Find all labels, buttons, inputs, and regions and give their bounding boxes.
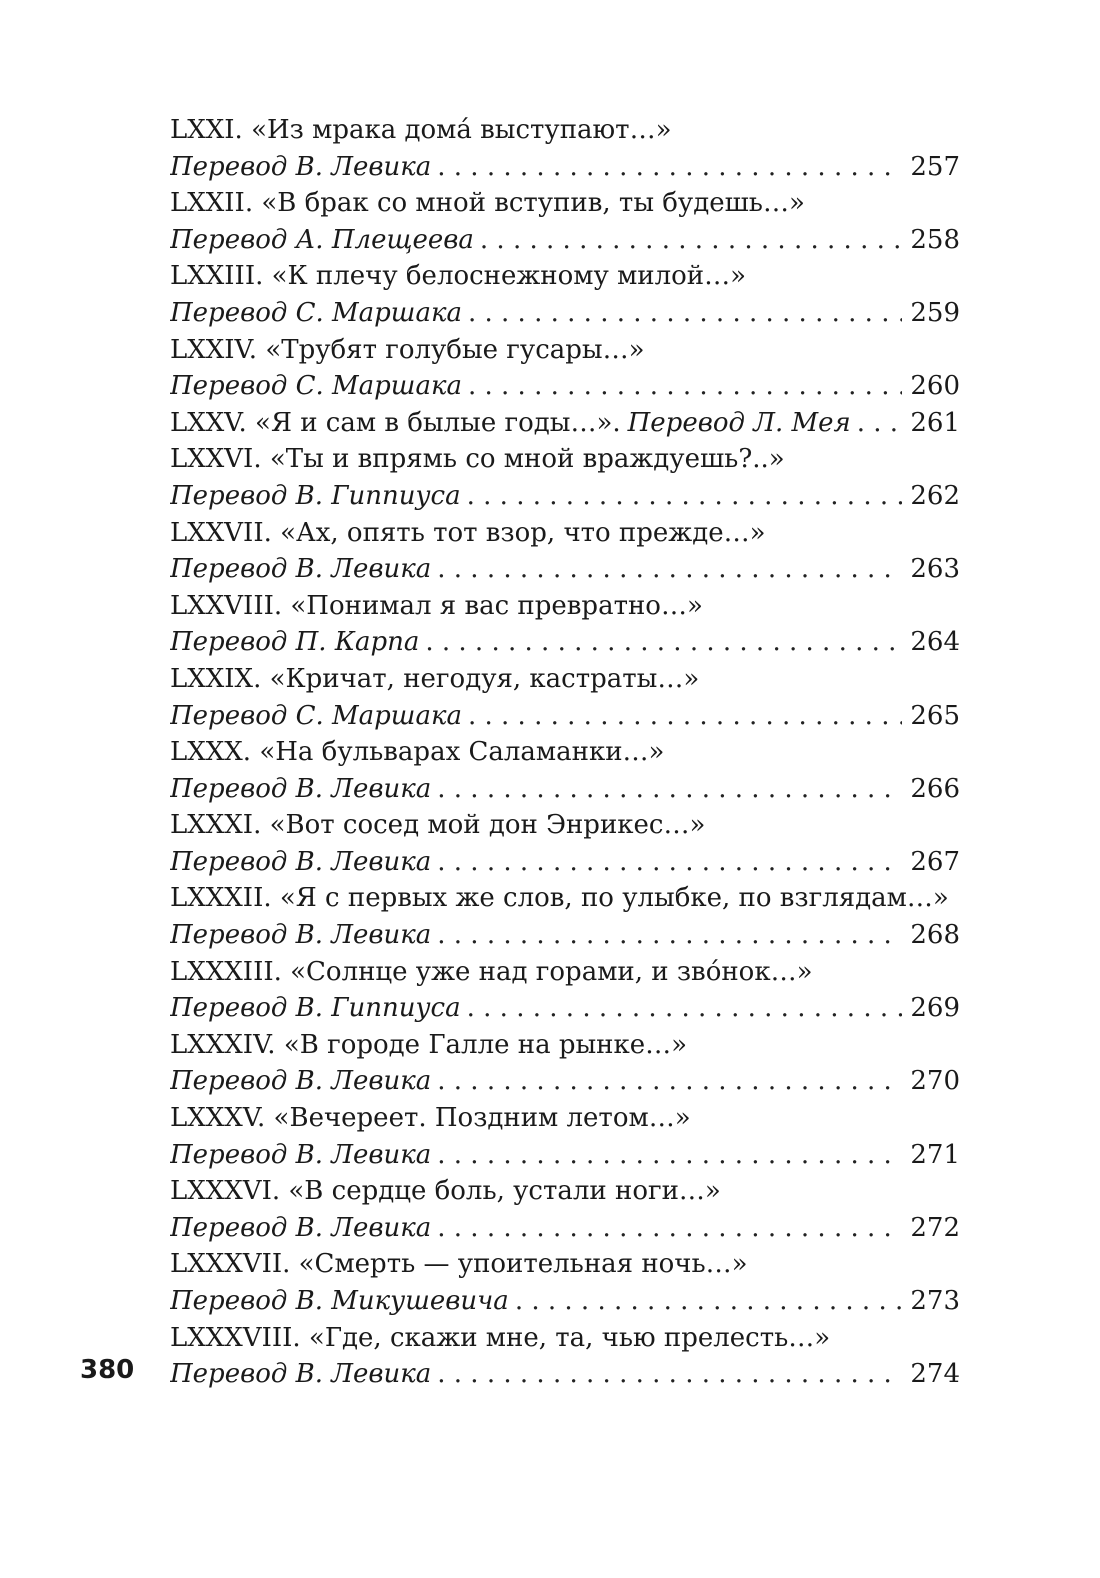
dot-leader [467,478,903,515]
toc-entry-title-line [170,954,960,991]
entry-translator: Перевод В. Левика [170,151,432,182]
entry-title: LXXXIV. «В городе Галле на рынке…» [170,1029,688,1060]
toc-entry-title-line [170,1173,960,1210]
entry-title: LXXI. «Из мрака домá выступают…» [170,115,672,145]
dot-leader [437,917,902,954]
dot-leader [480,222,902,259]
entry-translator: Перевод В. Левика [170,1066,432,1097]
entry-title: LXXVII. «Ах, опять тот взор, что прежде…» [170,517,766,548]
toc-entry-title-line [170,1027,960,1064]
toc-entry-translator-line [170,1137,960,1174]
dot-leader [437,771,902,808]
entry-translator: Перевод В. Левика [170,1139,432,1170]
entry-translator: Перевод П. Карпа [170,627,420,658]
entry-title: LXXXVII. «Смерть — упоительная ночь…» [170,1249,748,1280]
toc-entry-title-line [170,515,960,552]
entry-page: 261 [910,407,960,438]
toc-entry-translator-line [170,1356,960,1393]
entry-page: 272 [910,1212,960,1243]
entry-title: LXXVI. «Ты и впрямь со мной враждуешь?..» [170,444,785,475]
entry-translator: Перевод С. Маршака [170,297,462,328]
entry-page: 257 [910,151,960,182]
entry-translator: Перевод В. Левика [170,920,432,951]
dot-leader [437,1356,902,1393]
entry-title: LXXXVIII. «Где, скажи мне, та, чью прелесть…» [170,1322,831,1353]
toc-entry-title-line [170,588,960,625]
toc-entry-translator-line [170,917,960,954]
dot-leader [857,405,903,442]
toc-entry-title-line [170,807,960,844]
entry-title: LXXXI. «Вот сосед мой дон Энрикес…» [170,810,706,841]
toc-entry-translator-line [170,990,960,1027]
toc-entry-translator-line [170,1210,960,1247]
toc-entry-title-line [170,1320,960,1357]
toc-entry-title-line [170,1100,960,1137]
entry-page: 271 [910,1139,960,1170]
entry-translator: Перевод В. Гиппиуса [170,480,461,511]
toc-entry-translator-line [170,222,960,259]
entry-translator: Перевод Л. Мея [627,407,851,438]
toc-entry-translator-line [170,149,960,186]
toc-entry-translator-line [170,771,960,808]
dot-leader [437,149,902,186]
toc-entry-translator-line [170,844,960,881]
entry-page: 274 [910,1359,960,1390]
toc-entry-translator-line [170,551,960,588]
entry-title: LXXVIII. «Понимал я вас превратно…» [170,590,703,621]
toc-entry-title-line [170,112,960,149]
toc-entry-title-line [170,880,960,917]
dot-leader [468,368,902,405]
toc-entry-title-line [170,661,960,698]
entry-page: 260 [910,371,960,402]
toc-entry-translator-line [170,295,960,332]
entry-translator: Перевод В. Левика [170,1359,432,1390]
toc-entry-translator-line [170,1283,960,1320]
entry-page: 266 [910,773,960,804]
dot-leader [468,698,902,735]
dot-leader [437,1063,902,1100]
entry-translator: Перевод С. Маршака [170,371,462,402]
entry-title: LXXXVI. «В сердце боль, устали ноги…» [170,1176,721,1207]
entry-title: LXXXV. «Вечереет. Поздним летом…» [170,1103,691,1134]
entry-page: 267 [910,846,960,877]
toc-entry-translator-line [170,1063,960,1100]
table-of-contents [170,112,960,1393]
toc-entry-title-line [170,441,960,478]
entry-title: LXXIX. «Кричат, негодуя, кастраты…» [170,663,700,694]
dot-leader [467,990,903,1027]
toc-entry-title-line [170,258,960,295]
dot-leader [515,1283,903,1320]
dot-leader [468,295,902,332]
entry-translator: Перевод В. Левика [170,1212,432,1243]
entry-translator: Перевод В. Левика [170,773,432,804]
toc-entry-translator-line [170,624,960,661]
entry-title: LXXX. «На бульварах Саламанки…» [170,737,665,768]
entry-translator: Перевод В. Микушевича [170,1286,509,1316]
entry-page: 262 [910,480,960,511]
entry-page: 269 [910,993,960,1024]
dot-leader [437,1210,902,1247]
toc-entry-title-line [170,332,960,369]
toc-entry-title-line [170,734,960,771]
toc-entry-title-line [170,1246,960,1283]
entry-translator: Перевод А. Плещеева [170,224,474,255]
dot-leader [437,551,902,588]
entry-page: 268 [910,920,960,951]
entry-page: 270 [910,1066,960,1097]
entry-page: 265 [910,700,960,731]
dot-leader [425,624,902,661]
page-number: 380 [80,1355,135,1385]
entry-title: LXXXII. «Я с первых же слов, по улыбке, по взглядам…» [170,883,949,914]
entry-title: LXXIV. «Трубят голубые гусары…» [170,334,645,365]
entry-page: 258 [910,224,960,255]
dot-leader [437,1137,902,1174]
dot-leader [437,844,902,881]
entry-translator: Перевод В. Левика [170,846,432,877]
toc-entry-translator-line [170,478,960,515]
entry-title: LXXXIII. «Солнце уже над горами, и звóнок…» [170,956,813,987]
toc-entry-translator-line [170,698,960,735]
entry-title: LXXIII. «К плечу белоснежному милой…» [170,261,747,292]
entry-translator: Перевод В. Гиппиуса [170,993,461,1024]
entry-translator: Перевод С. Маршака [170,700,462,731]
entry-title: LXXII. «В брак со мной вступив, ты будешь…» [170,188,805,219]
toc-entry [170,405,960,442]
entry-page: 273 [910,1286,960,1316]
toc-entry-translator-line [170,368,960,405]
entry-translator: Перевод В. Левика [170,554,432,585]
entry-page: 264 [910,627,960,658]
toc-entry-title-line [170,185,960,222]
entry-page: 263 [910,554,960,585]
entry-title: LXXV. «Я и сам в былые годы…». [170,407,621,438]
entry-page: 259 [910,297,960,328]
